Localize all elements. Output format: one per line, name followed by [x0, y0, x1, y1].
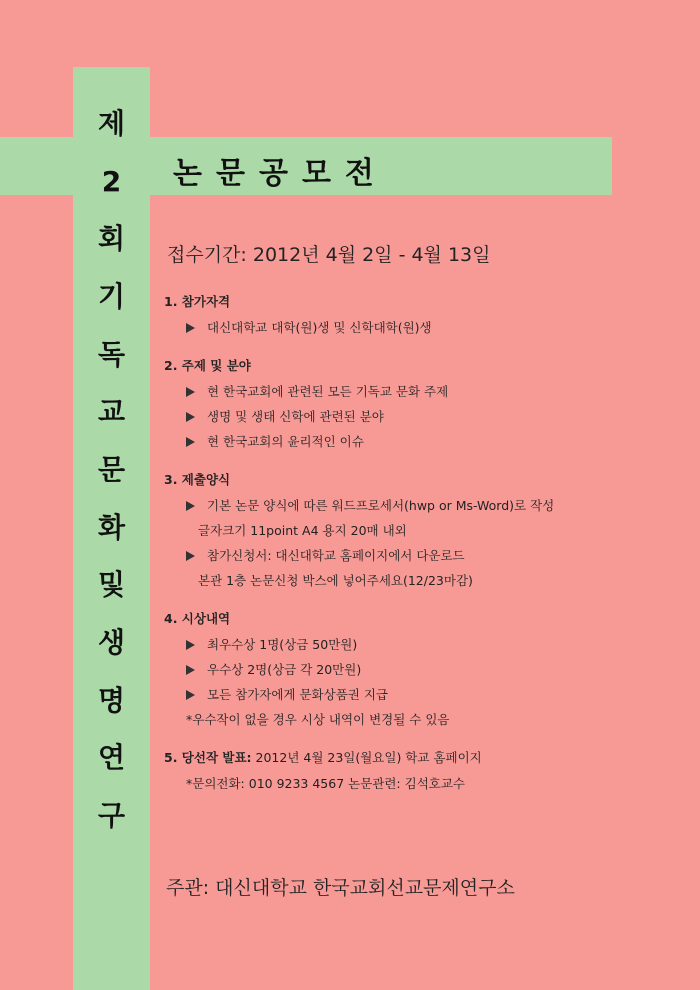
- vertical-title-char: 기: [97, 279, 126, 313]
- list-item: [164, 407, 684, 425]
- triangle-bullet-icon: [186, 387, 195, 397]
- vertical-title-char: 회: [97, 222, 126, 256]
- vertical-title-char: 생: [97, 625, 126, 659]
- section-topics: [164, 356, 684, 450]
- list-item-text: 최우수상 1명(상금 50만원): [207, 637, 358, 652]
- vertical-title-char: 2: [101, 164, 122, 198]
- submission-period: 접수기간: 2012년 4월 2일 - 4월 13일: [167, 244, 491, 266]
- vertical-title-char: 명: [97, 683, 126, 717]
- list-item-text: 현 한국교회에 관련된 모든 기독교 문화 주제: [207, 384, 449, 399]
- triangle-bullet-icon: [186, 412, 195, 422]
- list-item: [164, 318, 684, 336]
- vertical-title-char: 및: [97, 568, 126, 602]
- host-organization: 주관: 대신대학교 한국교회선교문제연구소: [166, 877, 515, 899]
- announcement-text: 2012년 4월 23일(월요일) 학교 홈페이지: [251, 750, 482, 765]
- triangle-bullet-icon: [186, 437, 195, 447]
- list-item: [164, 546, 684, 564]
- list-item: [164, 496, 684, 514]
- list-item-text: 대신대학교 대학(원)생 및 신학대학(원)생: [207, 320, 432, 335]
- vertical-title-char: 화: [97, 510, 126, 544]
- vertical-title-char: 연: [97, 741, 126, 775]
- section-title: 5. 당선작 발표:: [164, 750, 252, 765]
- triangle-bullet-icon: [186, 640, 195, 650]
- triangle-bullet-icon: [186, 501, 195, 511]
- list-item-continuation: 글자크기 11point A4 용지 20매 내외: [198, 523, 407, 538]
- vertical-title-char: 제: [97, 107, 126, 140]
- list-item: [164, 635, 684, 653]
- list-item: [164, 685, 684, 703]
- list-item-text: 생명 및 생태 신학에 관련된 분야: [207, 409, 384, 424]
- list-item: [164, 660, 684, 678]
- vertical-title-char: 문: [97, 452, 126, 486]
- list-item: [164, 432, 684, 450]
- list-item-text: 현 한국교회의 윤리적인 이슈: [207, 434, 364, 449]
- section-announcement: [164, 748, 684, 792]
- page-headline: 논문공모전: [173, 156, 388, 191]
- triangle-bullet-icon: [186, 551, 195, 561]
- contact-note: *문의전화: 010 9233 4567 논문관련: 김석호교수: [186, 776, 465, 791]
- list-item-text: 참가신청서: 대신대학교 홈페이지에서 다운로드: [207, 548, 465, 563]
- content-body: [164, 292, 684, 812]
- list-item: [164, 382, 684, 400]
- list-item-text: 우수상 2명(상금 각 20만원): [207, 662, 362, 677]
- vertical-title-char: 교: [97, 395, 126, 429]
- triangle-bullet-icon: [186, 690, 195, 700]
- section-title: 3. 제출양식: [164, 472, 231, 487]
- vertical-title-char: 구: [97, 798, 126, 832]
- list-item-continuation: 본관 1층 논문신청 박스에 넣어주세요(12/23마감): [198, 573, 473, 588]
- list-item-text: 기본 논문 양식에 따른 워드프로세서(hwp or Ms-Word)로 작성: [207, 498, 555, 513]
- triangle-bullet-icon: [186, 323, 195, 333]
- section-title: 2. 주제 및 분야: [164, 358, 251, 373]
- section-awards: [164, 609, 684, 728]
- section-title: 4. 시상내역: [164, 611, 231, 626]
- vertical-title-char: 독: [97, 337, 126, 371]
- section-submission-format: [164, 470, 684, 589]
- section-eligibility: [164, 292, 684, 336]
- section-title: 1. 참가자격: [164, 294, 231, 309]
- awards-note: *우수작이 없을 경우 시상 내역이 변경될 수 있음: [186, 712, 450, 727]
- list-item-text: 모든 참가자에게 문화상품권 지급: [207, 687, 388, 702]
- announcement-line: [164, 748, 684, 766]
- vertical-title: [73, 107, 150, 832]
- triangle-bullet-icon: [186, 665, 195, 675]
